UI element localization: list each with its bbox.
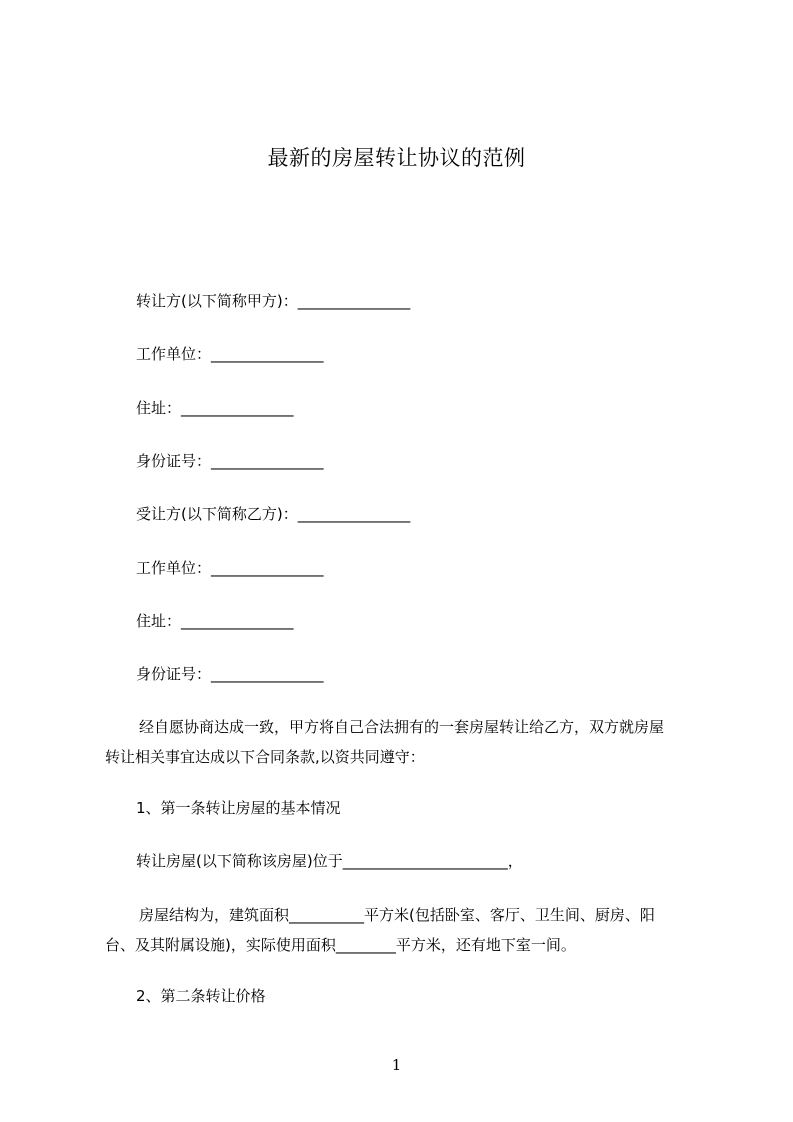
page-number: 1 — [391, 1056, 402, 1074]
transferee-work-unit: 工作单位：_______________ — [136, 559, 324, 577]
document-title: 最新的房屋转让协议的范例 — [267, 146, 526, 170]
transferee-address: 住址：_______________ — [136, 612, 294, 630]
transferor-work-unit: 工作单位：_______________ — [136, 345, 324, 363]
section1-heading: 1、第一条转让房屋的基本情况 — [136, 799, 341, 817]
section1-location: 转让房屋(以下简称该房屋)位于______________________， — [136, 852, 523, 870]
transferor-address: 住址：_______________ — [136, 399, 294, 417]
transferor-line: 转让方(以下简称甲方)：_______________ — [136, 292, 411, 310]
intro-line-1: 经自愿协商达成一致，甲方将自己合法拥有的一套房屋转让给乙方，双方就房屋 — [139, 718, 665, 736]
structure-line-2: 台、及其附属设施)，实际使用面积________平方米，还有地下室一间。 — [105, 936, 576, 954]
transferor-id-number: 身份证号：_______________ — [136, 452, 324, 470]
intro-line-2: 转让相关事宜达成以下合同条款,以资共同遵守： — [105, 748, 425, 766]
structure-line-1: 房屋结构为，建筑面积__________平方米(包括卧室、客厅、卫生间、厨房、阳 — [139, 906, 655, 924]
section2-heading: 2、第二条转让价格 — [136, 987, 266, 1005]
intro-paragraph — [105, 712, 705, 772]
section1-structure-paragraph — [105, 900, 705, 960]
transferee-line: 受让方(以下简称乙方)：_______________ — [136, 505, 411, 523]
transferee-id-number: 身份证号：_______________ — [136, 665, 324, 683]
